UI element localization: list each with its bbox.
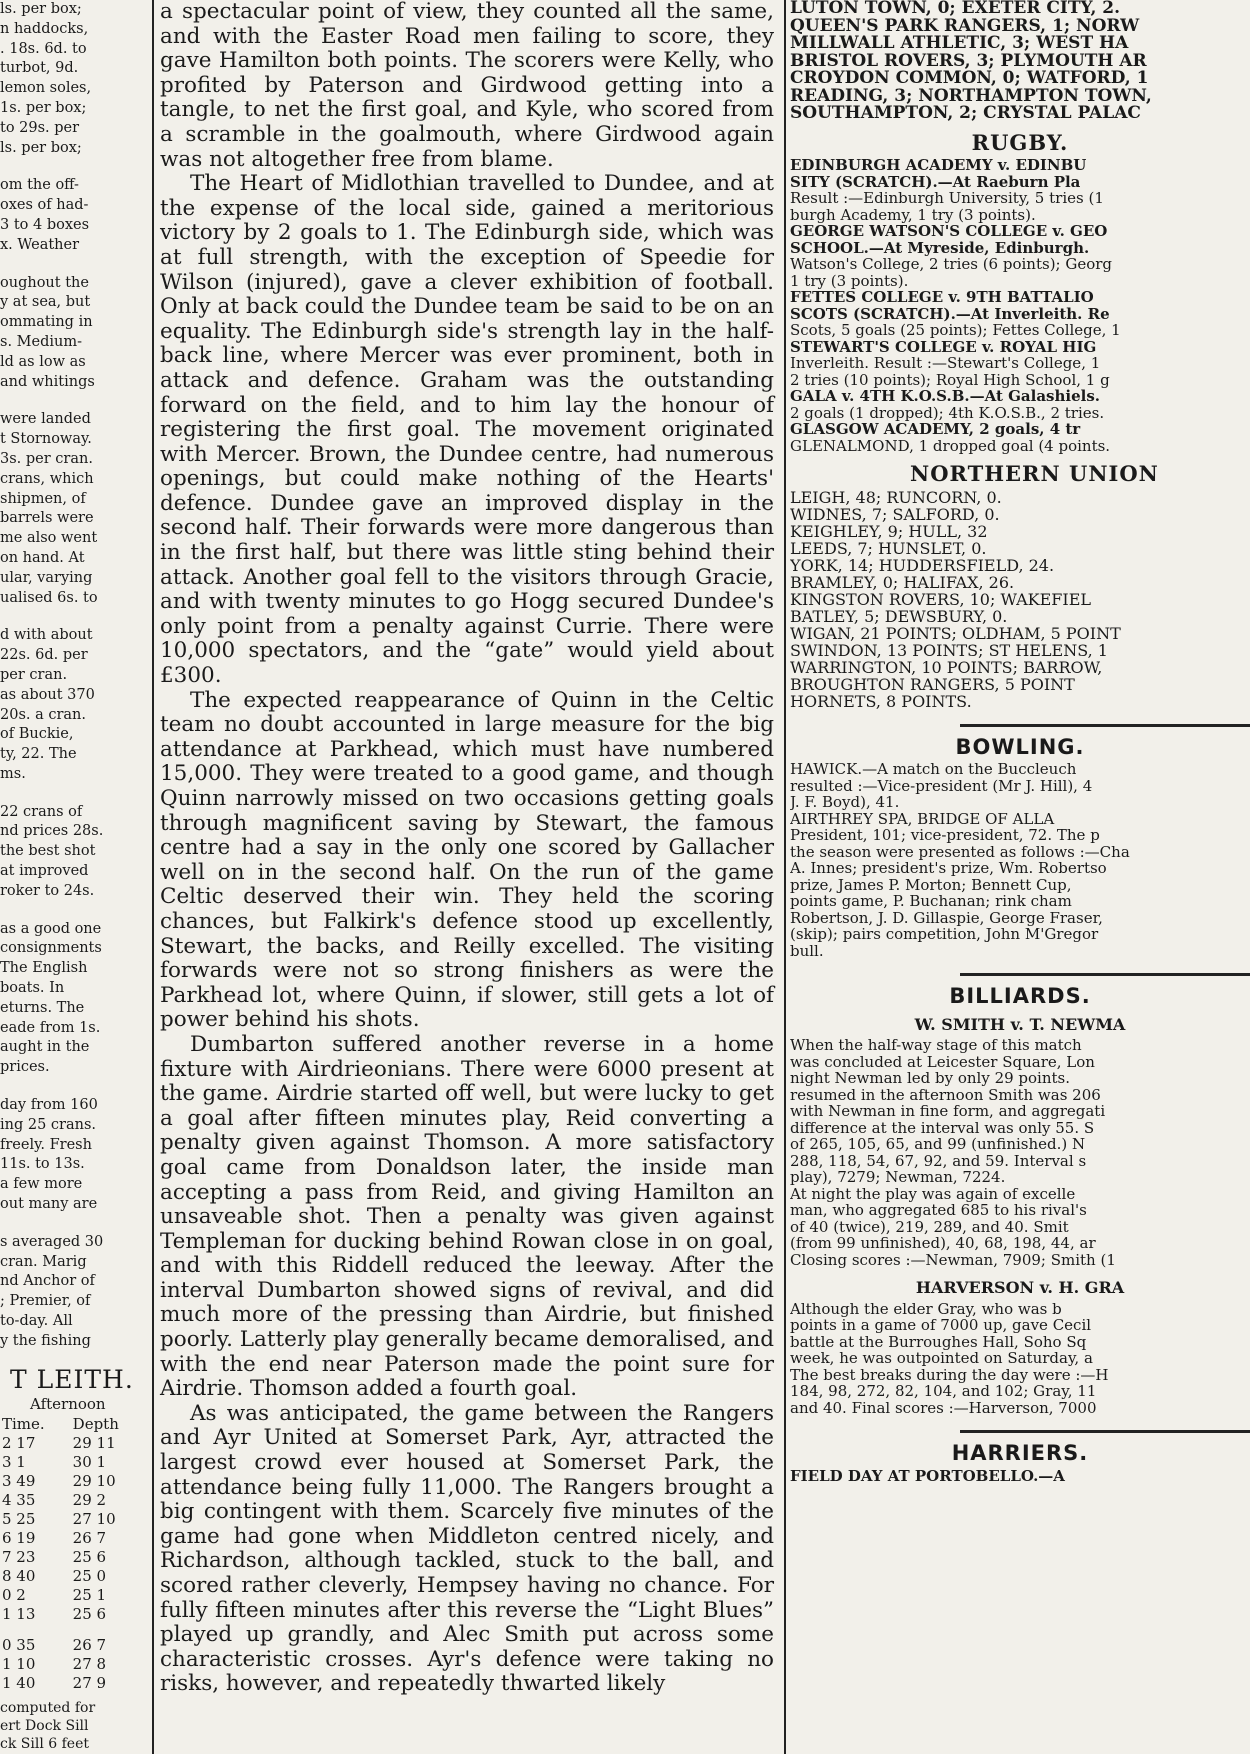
tide-row [2, 1491, 125, 1510]
fragment-line: ; Premier, of [0, 1293, 91, 1310]
football-results [790, 0, 1250, 123]
northern-union-line: SWINDON, 13 POINTS; ST HELENS, 1 [790, 640, 1108, 660]
tide-depth: 25 6 [72, 1605, 107, 1624]
northern-union-line: LEEDS, 7; HUNSLET, 0. [790, 538, 987, 558]
score-line: QUEEN'S PARK RANGERS, 1; NORW [790, 15, 1140, 36]
fragment-line: ing 25 crans. [0, 1116, 97, 1133]
article-column [156, 0, 778, 1697]
bowling-report [790, 761, 1250, 959]
fragment-group [0, 920, 152, 1078]
rugby-line: Watson's College, 2 tries (6 points); Georg [790, 255, 1113, 273]
fragment-line: on hand. At [0, 549, 85, 566]
footnote-line: ert Dock Sill [0, 1718, 89, 1735]
harriers-report [790, 1468, 1250, 1485]
rugby-line: STEWART'S COLLEGE v. ROYAL HIG [790, 337, 1097, 356]
fragment-group [0, 176, 152, 255]
billiards-line: points in a game of 7000 up, gave Cecil [790, 1316, 1092, 1334]
fragment-line: cran. Marig [0, 1253, 87, 1270]
bowling-heading: BOWLING. [955, 734, 1085, 759]
fragment-line: freely. Fresh [0, 1136, 92, 1153]
tide-gap-cell [2, 1624, 51, 1636]
leith-tide-title: T LEITH. [10, 1364, 134, 1394]
fragment-line: roker to 24s. [0, 882, 95, 899]
billiards-heading: BILLIARDS. [949, 984, 1091, 1008]
rugby-line: SCOTS (SCRATCH).—At Inverleith. Re [790, 304, 1110, 323]
footnote-line: ck Sill 6 feet [0, 1736, 89, 1753]
rugby-line: SITY (SCRATCH).—At Raeburn Pla [790, 172, 1081, 191]
fragment-line: consignments [0, 940, 102, 957]
fragment-line: and whitings [0, 373, 95, 390]
fragment-line: eade from 1s. [0, 1019, 101, 1036]
harriers-heading: HARRIERS. [951, 1441, 1089, 1465]
billiards-line: of 40 (twice), 219, 289, and 40. Smit [790, 1217, 1069, 1236]
fragment-line: s. Medium- [0, 333, 82, 350]
tide-depth: 25 0 [72, 1567, 107, 1586]
tide-time: 8 40 [2, 1567, 36, 1586]
tide-time: 0 35 [2, 1636, 36, 1655]
billiards-line: week, he was outpointed on Saturday, a [790, 1349, 1093, 1367]
article-paragraph: a spectacular point of view, they counted all the same, and with the Easter Road men failing to score, they gave Hamilton both points. The scorers were Kelly, who profited by Paterson and Girdwood getting into a tangle, to net the first goal, and Kyle, who scored from a scramble in the goalmouth, where Girdwood again was not altogether free from blame. [160, 0, 774, 172]
fragment-line: to 29s. per [0, 119, 80, 136]
fragment-line: ommating in [0, 314, 93, 331]
tide-depth: 29 11 [72, 1434, 116, 1453]
bowling-line: Robertson, J. D. Gillaspie, George Fraser, [790, 908, 1103, 927]
tide-depth: 25 6 [72, 1548, 107, 1567]
rugby-line: GLENALMOND, 1 dropped goal (4 points. [790, 436, 1111, 455]
tide-row [2, 1529, 125, 1548]
northern-union-line: WARRINGTON, 10 POINTS; BARROW, [790, 657, 1103, 677]
fragment-line: were landed [0, 411, 91, 428]
tide-time: 5 25 [2, 1510, 36, 1529]
fragment-line: ls. per box; [0, 139, 82, 156]
tide-time: 3 1 [2, 1453, 26, 1472]
rugby-line: GLASGOW ACADEMY, 2 goals, 4 tr [790, 420, 1081, 438]
article-paragraph: Dumbarton suffered another reverse in a home fixture with Airdrieonians. There were 6000 present at the game. Airdrie started off well, but were lucky to get a goal after fifteen minutes play, Reid converting a penalty given against Thomson. A more satisfactory goal came from Donaldson later, the inside man accepting a pass from Reid, and giving Hamilton an unsaveable shot. Then a penalty was given against Templeman for ducking behind Rowan close in on goal, and with this Riddell reduced the leeway. After the interval Dumbarton showed signs of revival, and did much more of the pressing than Airdrie, but finished poorly. Latterly play generally became demoralised, and with the end near Paterson made the point sure for Airdrie. Thomson added a fourth goal. [160, 1031, 774, 1402]
section-rule [960, 1430, 1250, 1433]
rugby-line: GALA v. 4TH K.O.S.B.—At Galashiels. [790, 387, 1101, 405]
billiards-line: difference at the interval was only 55. S [790, 1118, 1095, 1137]
billiards-line: (from 99 unfinished), 40, 68, 198, 44, ar [790, 1234, 1096, 1252]
bowling-line: HAWICK.—A match on the Buccleuch [790, 760, 1077, 778]
billiards-line: of 265, 105, 65, and 99 (unfinished.) N [790, 1135, 1086, 1153]
tide-row [2, 1510, 125, 1529]
tide-depth: 29 10 [72, 1472, 116, 1491]
rugby-line: SCHOOL.—At Myreside, Edinburgh. [790, 238, 1090, 257]
northern-union-heading: NORTHERN UNION [910, 461, 1159, 486]
billiards-line: with Newman in fine form, and aggregati [790, 1102, 1106, 1120]
billiards-line: battle at the Burroughes Hall, Soho Sq [790, 1332, 1087, 1351]
bowling-line: bull. [790, 941, 824, 960]
score-line: LUTON TOWN, 0; EXETER CITY, 2. [790, 0, 1121, 18]
billiards-line: Although the elder Gray, who was b [790, 1299, 1062, 1318]
tide-col-depth: Depth [72, 1415, 119, 1434]
fragment-line: oxes of had- [0, 197, 89, 214]
tide-time: 4 35 [2, 1491, 36, 1510]
billiards-match-2: HARVERSON v. H. GRA [915, 1278, 1125, 1297]
northern-union-line: KINGSTON ROVERS, 10; WAKEFIEL [790, 589, 1092, 609]
fragment-line: me also went [0, 530, 98, 547]
bowling-line: J. F. Boyd), 41. [790, 793, 900, 811]
tide-table [2, 1415, 125, 1693]
tide-depth: 27 9 [72, 1674, 107, 1693]
rugby-line: GEORGE WATSON'S COLLEGE v. GEO [790, 222, 1108, 240]
fragment-line: 22s. 6d. per [0, 647, 88, 664]
tide-time: 3 49 [2, 1472, 36, 1491]
billiards-line: 184, 98, 272, 82, 104, and 102; Gray, 11 [790, 1382, 1097, 1400]
sports-results-column [790, 0, 1250, 1484]
score-line: READING, 3; NORTHAMPTON TOWN, [790, 85, 1152, 106]
article-paragraph: The Heart of Midlothian travelled to Dundee, and at the expense of the local side, gained a meritorious victory by 2 goals to 1. The Edinburgh side, which was at full strength, with the exception of Speedie for Wilson (injured), gave a clever exhibition of football. Only at back could the Dundee team be said to be on an equality. The Edinburgh side's strength lay in the half-back line, where Mercer was ever prominent, both in attack and defence. Graham was the outstanding forward on the field, and to him lay the honour of registering the first goal. The movement originated with Mercer. Brown, the Dundee centre, had numerous openings, but could make nothing of the Hearts' defence. Dundee gave an improved display in the second half. Their forwards were more dangerous than in the first half, but there was little sting behind their attack. Another goal fell to the visitors through Gracie, and with twenty minutes to go Hogg secured Dundee's only point from a penalty against Currie. There were 10,000 spectators, and the “gate” would yield about £300. [160, 171, 774, 689]
rugby-heading: RUGBY. [971, 129, 1069, 155]
fragment-line: a few more [0, 1176, 83, 1193]
billiards-line: At night the play was again of excelle [790, 1184, 1076, 1203]
fragment-line: as about 370 [0, 686, 95, 703]
fragment-line: ualised 6s. to [0, 589, 98, 606]
northern-union-line: WIGAN, 21 POINTS; OLDHAM, 5 POINT [790, 623, 1121, 643]
fragment-line: turbot, 9d. [0, 60, 79, 77]
tide-row [2, 1567, 125, 1586]
fragment-line: ld as low as [0, 353, 86, 370]
tide-col-time: Time. [2, 1415, 45, 1434]
rugby-line: FETTES COLLEGE v. 9TH BATTALIO [790, 288, 1094, 306]
tide-row-gap [2, 1624, 125, 1636]
fragment-line: s averaged 30 [0, 1233, 104, 1250]
tide-time: 0 2 [2, 1586, 26, 1605]
northern-union-results [790, 489, 1250, 710]
fragment-line: ty, 22. The [0, 746, 77, 763]
fragment-line: day from 160 [0, 1097, 98, 1114]
rugby-line: 1 try (3 points). [790, 271, 909, 290]
score-line: SOUTHAMPTON, 2; CRYSTAL PALAC [790, 103, 1141, 123]
fragment-line: n haddocks, [0, 20, 89, 37]
northern-union-line: BROUGHTON RANGERS, 5 POINT [790, 674, 1075, 694]
bowling-line: prize, James P. Morton; Bennett Cup, [790, 875, 1072, 894]
harriers-line: FIELD DAY AT PORTOBELLO.—A [790, 1466, 1065, 1484]
fragment-line: crans, which [0, 470, 94, 487]
fragment-line: as a good one [0, 920, 102, 937]
article-paragraph: As was anticipated, the game between the Rangers and Ayr United at Somerset Park, Ayr, attracted the largest crowd ever housed at Somerset Park, the attendance being fully 11,000. The Rangers brought a big contingent with them. Scarcely five minutes of the game had gone when Middleton centred nicely, and Richardson, although tackled, stuck to the ball, and scored rather cleverly, Hempsey having no chance. For fully fifteen minutes after this reverse the “Light Blues” played up grandly, and Alec Smith put across some characteristic crosses. Ayr's defence were taking no risks, however, and repeatedly thwarted likely [160, 1400, 774, 1697]
fragment-line: boats. In [0, 980, 65, 997]
northern-union-line: HORNETS, 8 POINTS. [790, 691, 972, 711]
bowling-line: points game, P. Buchanan; rink cham [790, 892, 1072, 910]
fragment-line: d with about [0, 627, 93, 644]
tide-time: 1 40 [2, 1674, 36, 1693]
fish-market-fragments [0, 0, 152, 1352]
billiards-report-2 [790, 1301, 1250, 1417]
fragment-line: ular, varying [0, 569, 93, 586]
billiards-line: When the half-way stage of this match [790, 1036, 1082, 1054]
billiards-match-1: W. SMITH v. T. NEWMA [914, 1014, 1126, 1034]
tide-row [2, 1655, 125, 1674]
billiards-line: was concluded at Leicester Square, Lon [790, 1052, 1095, 1071]
fragment-group [0, 626, 152, 784]
fragment-line: 22 crans of [0, 803, 83, 820]
fragment-line: ms. [0, 765, 26, 782]
tide-depth: 29 2 [72, 1491, 107, 1510]
bowling-line: (skip); pairs competition, John M'Gregor [790, 925, 1099, 943]
section-rule [960, 973, 1250, 976]
fragment-line: at improved [0, 863, 89, 880]
tide-footnote [0, 1699, 152, 1753]
rugby-results [790, 157, 1250, 454]
tide-table-heading: Afternoon [30, 1395, 106, 1414]
tide-row [2, 1636, 125, 1655]
rugby-line: burgh Academy, 1 try (3 points). [790, 205, 1036, 224]
fragment-group [0, 0, 152, 158]
fragment-line: out many are [0, 1196, 98, 1213]
northern-union-line: BRAMLEY, 0; HALIFAX, 26. [790, 572, 1015, 592]
tide-row [2, 1548, 125, 1567]
fragment-line: shipmen, of [0, 490, 86, 507]
fragment-line: . 18s. 6d. to [0, 40, 87, 57]
billiards-line: night Newman led by only 29 points. [790, 1069, 1071, 1087]
fragment-line: aught in the [0, 1039, 90, 1056]
fragment-line: nd Anchor of [0, 1273, 95, 1290]
tide-row [2, 1434, 125, 1453]
rugby-line: Scots, 5 goals (25 points); Fettes College, 1 [790, 321, 1121, 339]
fragment-line: 1s. per box; [0, 99, 87, 116]
tide-row [2, 1453, 125, 1472]
billiards-line: Closing scores :—Newman, 7909; Smith (1 [790, 1250, 1116, 1269]
score-line: MILLWALL ATHLETIC, 3; WEST HA [790, 33, 1129, 53]
fragment-line: om the off- [0, 177, 79, 194]
billiards-line: man, who aggregated 685 to his rival's [790, 1201, 1087, 1219]
fragment-line: lemon soles, [0, 80, 92, 97]
tide-depth: 26 7 [72, 1529, 107, 1548]
tide-depth: 26 7 [72, 1636, 107, 1655]
bowling-line: AIRTHREY SPA, BRIDGE OF ALLA [790, 809, 1055, 828]
fragment-line: oughout the [0, 274, 89, 291]
billiards-line: and 40. Final scores :—Harverson, 7000 [790, 1398, 1097, 1417]
footnote-line: computed for [0, 1700, 96, 1717]
fragment-group [0, 803, 152, 902]
fragment-line: 3 to 4 boxes [0, 216, 90, 233]
fragment-line: x. Weather [0, 236, 80, 253]
rugby-line: EDINBURGH ACADEMY v. EDINBU [790, 156, 1087, 174]
fragment-line: 11s. to 13s. [0, 1156, 85, 1173]
fragment-line: prices. [0, 1059, 50, 1076]
northern-union-line: LEIGH, 48; RUNCORN, 0. [790, 487, 1002, 507]
bowling-line: President, 101; vice-president, 72. The p [790, 826, 1100, 844]
fragment-line: per cran. [0, 666, 68, 683]
fragment-line: barrels were [0, 510, 94, 527]
bowling-line: A. Innes; president's prize, Wm. Robertso [790, 859, 1107, 877]
article-paragraph: The expected reappearance of Quinn in the Celtic team no doubt accounted in large measure for the big attendance at Parkhead, which must have numbered 15,000. They were treated to a good game, and though Quinn narrowly missed on two occasions getting goals through magnificent saving by Stewart, the famous centre had a say in the only one scored by Gallacher well on in the second half. On the run of the game Celtic deserved their win. They held the scoring chances, but Falkirk's defence stood up excellently, Stewart, the backs, and Reilly excelled. The visiting forwards were not so strong finishers as were the Parkhead lot, where Quinn, if slower, still gets a lot of power behind his shots. [160, 687, 774, 1033]
tide-row [2, 1674, 125, 1693]
column-rule-left [152, 0, 154, 1754]
tide-time: 6 19 [2, 1529, 36, 1548]
tide-row [2, 1472, 125, 1491]
fragment-line: The English [0, 960, 88, 977]
score-line: BRISTOL ROVERS, 3; PLYMOUTH AR [790, 50, 1147, 71]
fragment-line: nd prices 28s. [0, 823, 104, 840]
fragment-line: y at sea, but [0, 294, 91, 311]
tide-row [2, 1586, 125, 1605]
fragment-line: the best shot [0, 843, 96, 860]
fragment-group [0, 274, 152, 393]
tide-time: 2 17 [2, 1434, 36, 1453]
fragment-group [0, 1096, 152, 1215]
billiards-line: 288, 118, 54, 67, 92, and 59. Interval s [790, 1151, 1087, 1170]
fragment-group [0, 410, 152, 608]
tide-time: 7 23 [2, 1548, 36, 1567]
left-fragment-column [0, 0, 152, 1753]
fragment-line: 3s. per cran. [0, 450, 93, 467]
northern-union-line: YORK, 14; HUDDERSFIELD, 24. [790, 555, 1055, 575]
rugby-line: Result :—Edinburgh University, 5 tries (1 [790, 189, 1104, 207]
bowling-line: resulted :—Vice-president (Mr J. Hill), 4 [790, 776, 1093, 795]
fragment-line: of Buckie, [0, 726, 74, 743]
rugby-line: 2 tries (10 points); Royal High School, 1 g [790, 370, 1110, 389]
tide-depth: 30 1 [72, 1453, 107, 1472]
billiards-line: The best breaks during the day were :—H [790, 1365, 1109, 1384]
fragment-line: eturns. The [0, 999, 85, 1016]
tide-depth: 25 1 [72, 1586, 107, 1605]
northern-union-line: BATLEY, 5; DEWSBURY, 0. [790, 606, 1008, 626]
tide-time: 1 13 [2, 1605, 36, 1624]
fragment-line: y the fishing [0, 1332, 91, 1349]
fragment-line: t Stornoway. [0, 431, 92, 448]
score-line: CROYDON COMMON, 0; WATFORD, 1 [790, 68, 1149, 88]
bowling-line: the season were presented as follows :—Cha [790, 842, 1130, 861]
tide-time: 1 10 [2, 1655, 36, 1674]
tide-row [2, 1605, 125, 1624]
rugby-line: 2 goals (1 dropped); 4th K.O.S.B., 2 tries. [790, 403, 1105, 422]
fragment-line: ls. per box; [0, 1, 82, 17]
tide-depth: 27 8 [72, 1655, 107, 1674]
billiards-report-1 [790, 1037, 1250, 1268]
fragment-group [0, 1233, 152, 1352]
billiards-line: resumed in the afternoon Smith was 206 [790, 1085, 1101, 1104]
fragment-line: 20s. a cran. [0, 706, 87, 723]
fragment-line: to-day. All [0, 1313, 73, 1330]
northern-union-line: WIDNES, 7; SALFORD, 0. [790, 504, 1000, 524]
tide-depth: 27 10 [72, 1510, 116, 1529]
northern-union-line: KEIGHLEY, 9; HULL, 32 [790, 521, 988, 541]
billiards-line: play), 7279; Newman, 7224. [790, 1168, 1006, 1186]
section-rule [960, 724, 1250, 727]
column-rule-right [784, 0, 786, 1754]
rugby-line: Inverleith. Result :—Stewart's College, 1 [790, 354, 1101, 372]
